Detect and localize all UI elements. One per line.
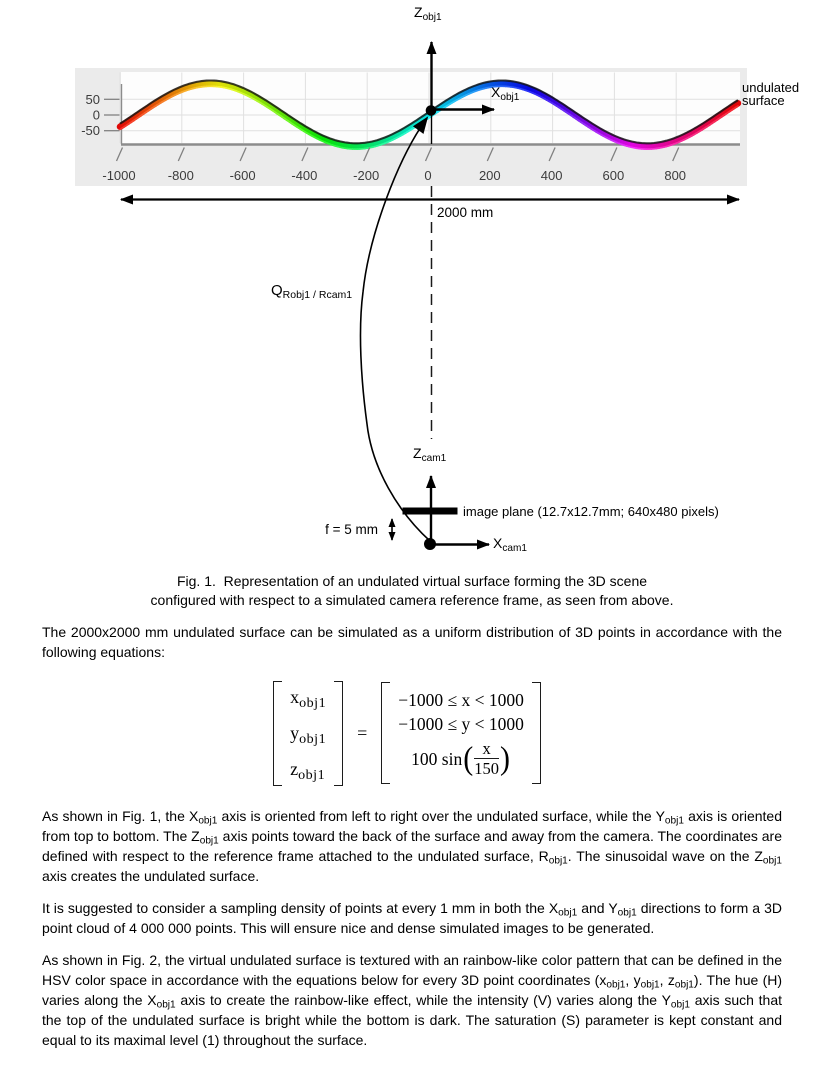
- equals-sign: =: [357, 722, 368, 743]
- figure-caption: [42, 572, 782, 610]
- bracket-left: [273, 681, 282, 786]
- bracket-right: [334, 681, 343, 786]
- undulated-surface-label: undulated surface: [742, 80, 800, 108]
- vector-entry-x: $x_{obj1}$: [290, 686, 327, 711]
- z-obj1-label: $Z_{obj1}$: [414, 4, 442, 24]
- y-tick-label: -50: [81, 123, 100, 139]
- x-tick-label: -400: [291, 168, 318, 183]
- width-dimension-label: 2000 mm: [437, 205, 494, 220]
- x-tick-label: -600: [229, 168, 256, 183]
- x-tick-label: 600: [602, 168, 625, 183]
- body-content: [42, 622, 782, 1050]
- focal-length-label: f = 5 mm: [325, 522, 378, 537]
- x-obj1-label: $X_{obj1}$: [491, 84, 520, 104]
- figure-caption-line-2: configured with respect to a simulated camera reference frame, as seen from above.: [150, 592, 674, 608]
- x-tick-label: -800: [167, 168, 194, 183]
- x-tick-label: 0: [424, 168, 432, 183]
- equation-rhs-matrix: [381, 682, 541, 784]
- cam1-origin-dot: [424, 538, 436, 550]
- z-cam1-label: $Z_{cam1}$: [413, 445, 447, 465]
- paragraph-3: As shown in Fig. 2, the virtual undulated surface is textured with an rainbow-like color pattern that can be defined in the HSV color space in accordance with the equations below for every 3D point coordinates ($x_{obj1}$, $y_{obj1}$, $z_{obj1}$). The hue (H) varies along the $X_{obj1}$ axis to create the rainbow-like effect, while the intensity (V) varies along the $Y_{obj1}$ axis such that the top of the undulated surface is bright while the bottom is dark. The saturation (S) parameter is kept constant and equal to its maximal level (1) throughout the surface.: [42, 952, 783, 1048]
- bracket-left: [381, 682, 390, 784]
- vector-entry-y: $y_{obj1}$: [290, 722, 327, 747]
- equation-lhs-vector: [273, 681, 343, 786]
- open-paren: (: [463, 739, 474, 777]
- x-tick-label: -200: [353, 168, 380, 183]
- paragraph-2: It is suggested to consider a sampling density of points at every 1 mm in both the $X_{obj1}$ and $Y_{obj1}$ directions to form a 3D point cloud of 4 000 000 points. This will ensure nice and dense simulated images to be generated.: [42, 900, 782, 936]
- x-tick-label: 400: [540, 168, 563, 183]
- equation-row-z: [398, 739, 524, 778]
- x-tick-label: -1000: [102, 168, 136, 183]
- image-plane-bar: [403, 508, 458, 515]
- paragraph-intro: The 2000x2000 mm undulated surface can be simulated as a uniform distribution of 3D points in accordance with the following equations:: [42, 624, 782, 660]
- fraction-denominator: 150: [474, 759, 499, 778]
- close-paren: ): [499, 739, 510, 777]
- vector-entry-z: $z_{obj1}$: [290, 758, 326, 783]
- equation-row-y: −1000 ≤ y < 1000: [398, 714, 524, 734]
- figure-caption-line-1: Fig. 1. Representation of an undulated virtual surface forming the 3D scene: [176, 573, 648, 589]
- y-tick-label: 50: [85, 91, 100, 107]
- equation-row-x: −1000 ≤ x < 1000: [398, 690, 524, 710]
- sin-prefix: 100 sin: [411, 748, 463, 769]
- equation-block: [32, 672, 782, 794]
- fraction-numerator: x: [474, 739, 499, 759]
- q-transformation-label: $Q_{Robj1 / Rcam1}$: [271, 282, 353, 302]
- x-cam1-label: $X_{cam1}$: [493, 535, 527, 555]
- fraction: [474, 739, 499, 778]
- bracket-right: [532, 682, 541, 784]
- x-tick-label: 800: [664, 168, 687, 183]
- x-tick-label: 200: [478, 168, 501, 183]
- image-plane-label: image plane (12.7x12.7mm; 640x480 pixels): [463, 504, 719, 519]
- y-tick-label: 0: [92, 107, 100, 123]
- paragraph-1: As shown in Fig. 1, the $X_{obj1}$ axis is oriented from left to right over the undulated surface, while the $Y_{obj1}$ axis is oriented from top to bottom. The $Z_{obj1}$ axis points toward the back of the surface and away from the camera. The coordinates are defined with respect to the reference frame attached to the undulated surface, $R_{obj1}$. The sinusoidal wave on the $Z_{obj1}$ axis creates the undulated surface.: [42, 808, 782, 884]
